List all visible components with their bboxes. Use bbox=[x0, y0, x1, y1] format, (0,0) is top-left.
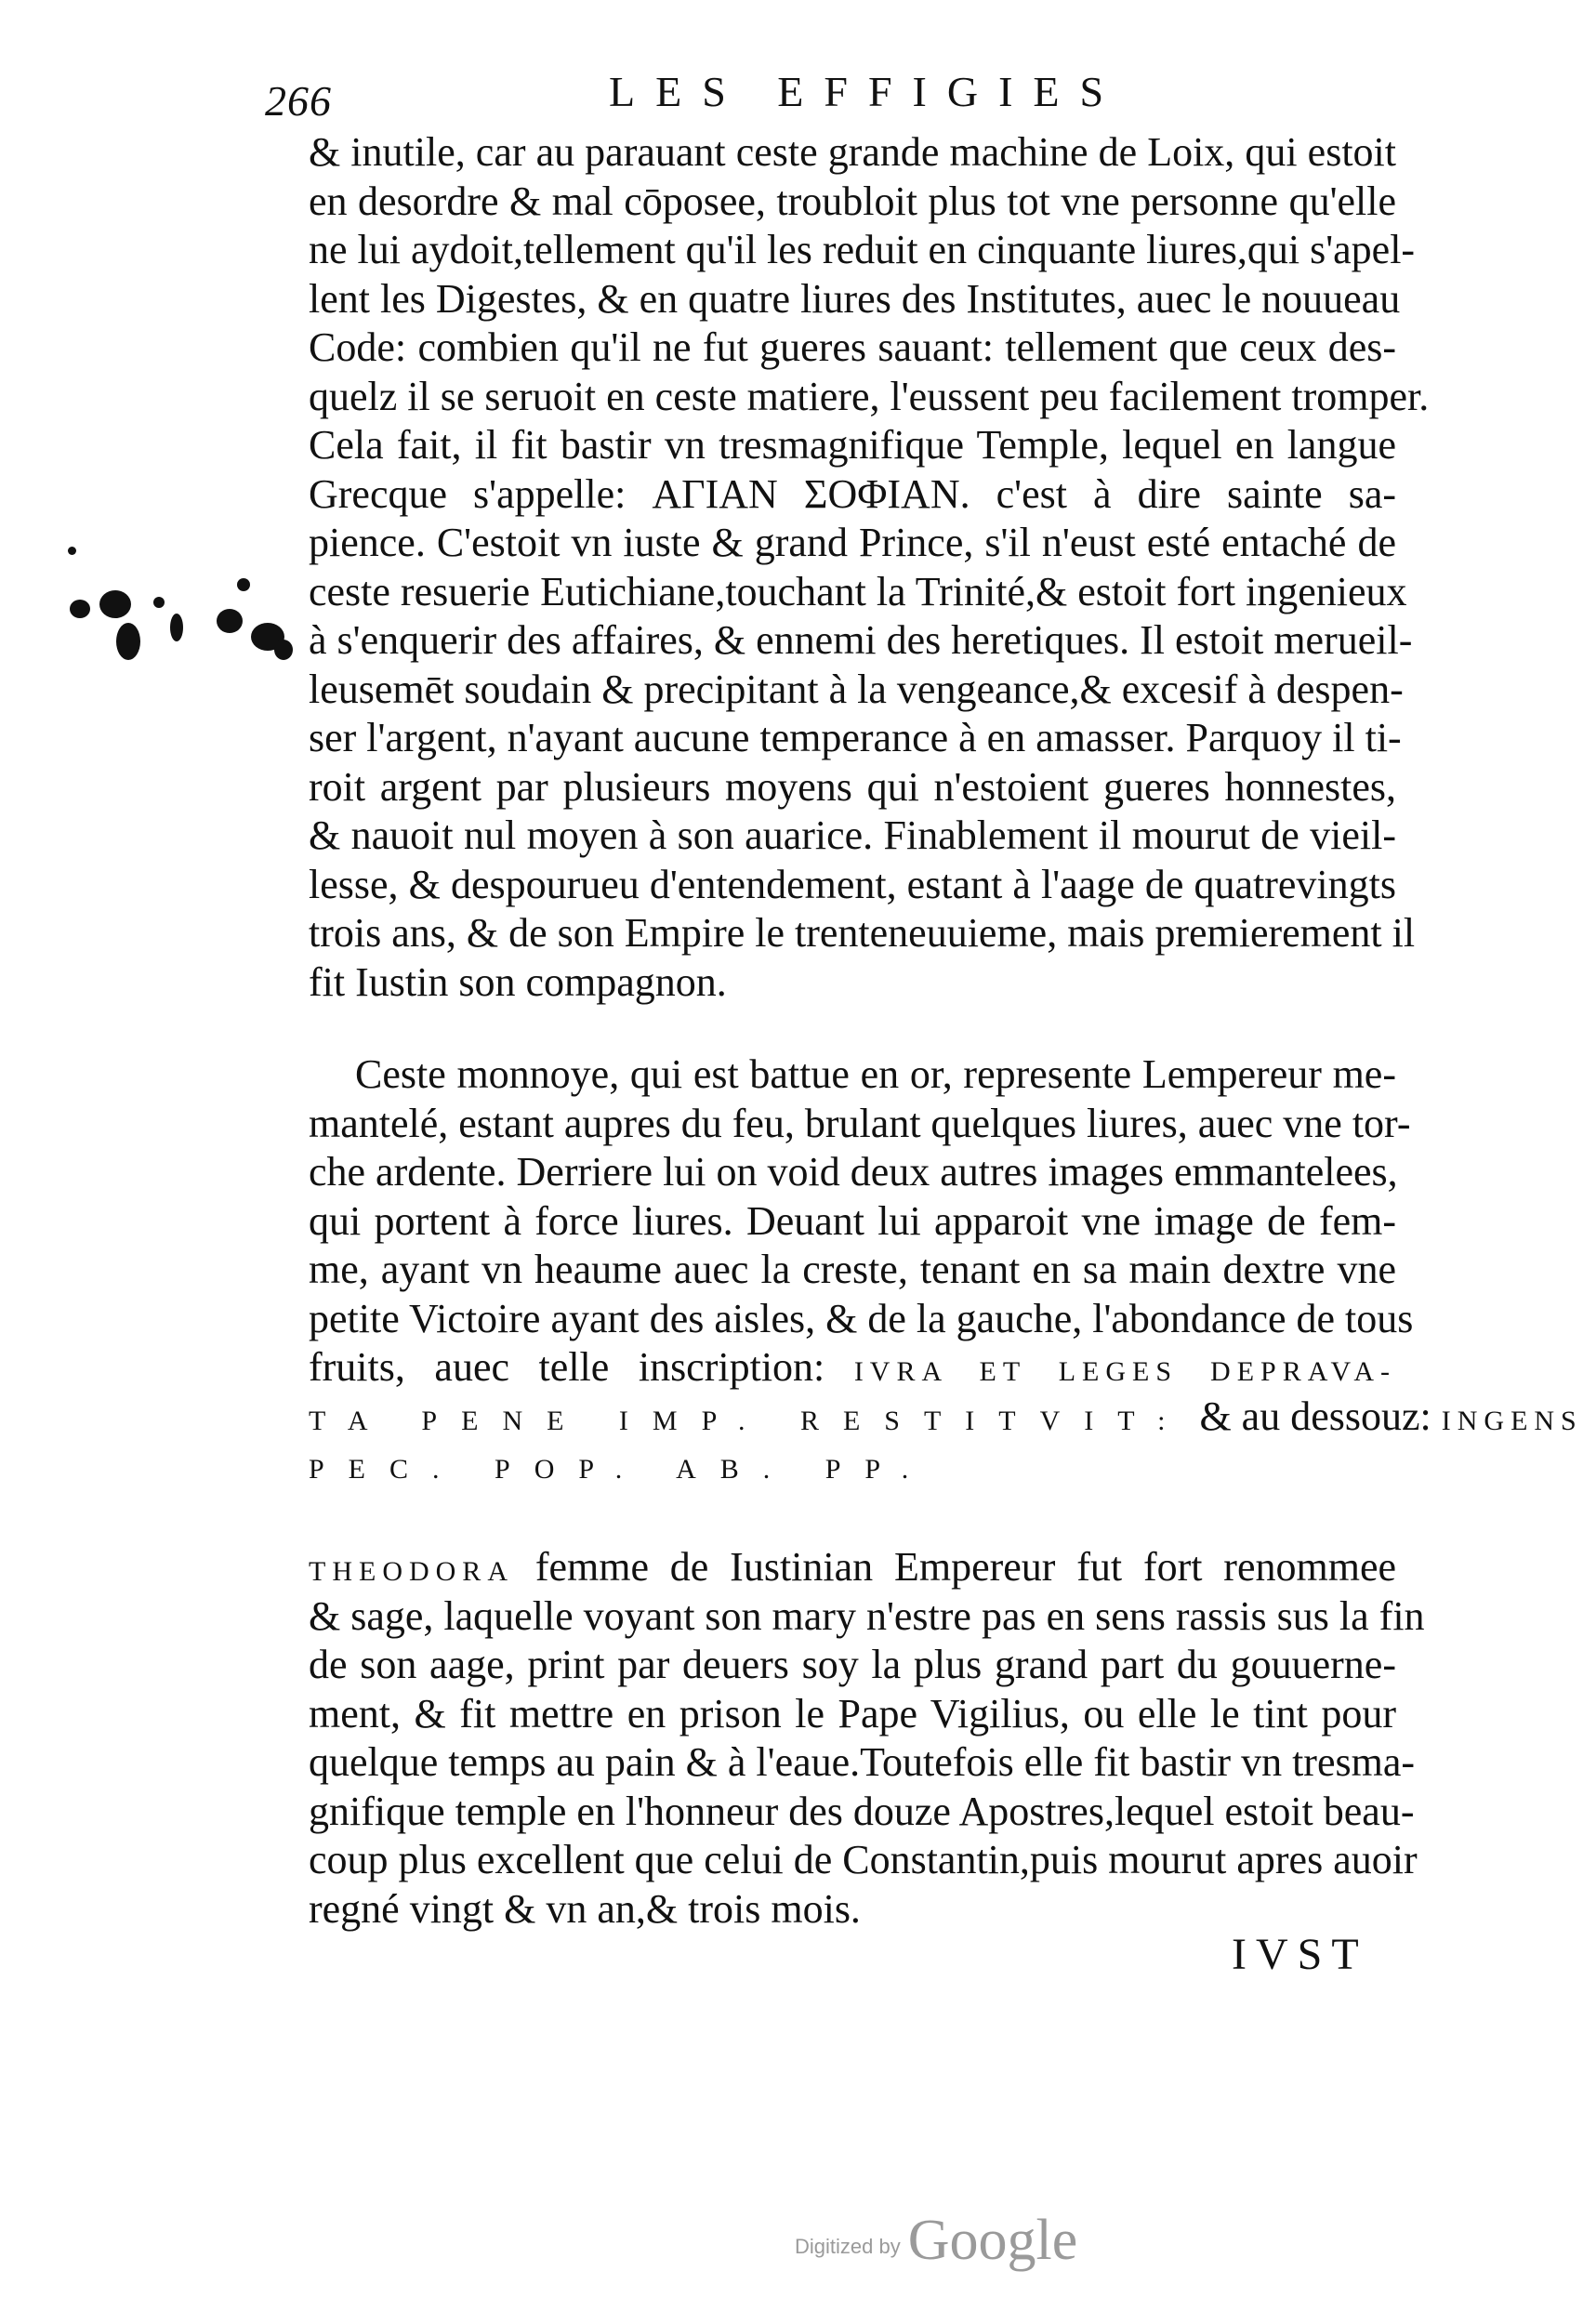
text-line: lent les Digestes, & en quatre liures des Institutes, auec le nouueau bbox=[309, 275, 1401, 322]
text-line: regné vingt & vn an,& trois mois. bbox=[309, 1885, 861, 1932]
text-line: à s'enquerir des affaires, & ennemi des heretiques. Il estoit merueil- bbox=[309, 617, 1413, 663]
text-line: & sage, laquelle voyant son mary n'estre pas en sens rassis sus la fin bbox=[309, 1592, 1425, 1639]
text-line: mantelé, estant aupres du feu, brulant quelques liures, auec vne tor- bbox=[309, 1100, 1411, 1146]
text-line: de son aage, print par deuers soy la plus grand part du gouuerne- bbox=[309, 1642, 1396, 1687]
text-line: ceste resuerie Eutichiane,touchant la Trinité,& estoit fort ingenieux bbox=[309, 568, 1407, 614]
watermark-prefix: Digitized by bbox=[795, 2235, 901, 2258]
text-line: en desordre & mal cōposee, troubloit plus tot vne personne qu'elle bbox=[309, 178, 1396, 224]
text-line: Grecque s'appelle: ΑΓΙΑΝ ΣΟΦΙΑΝ. c'est à dire sainte sa- bbox=[309, 470, 1396, 517]
inscription: PEC. POP. AB. PP. bbox=[309, 1454, 933, 1485]
text-line bbox=[309, 1343, 1396, 1393]
text-line bbox=[309, 1543, 1396, 1592]
paragraph-justinian bbox=[309, 128, 1430, 1007]
text-line: ment, & fit mettre en prison le Pape Vigilius, ou elle le tint pour bbox=[309, 1690, 1396, 1736]
text-line: petite Victoire ayant des aisles, & de la gauche, l'abondance de tous bbox=[309, 1295, 1414, 1341]
text-line: coup plus excellent que celui de Constantin,puis mourut apres auoir bbox=[309, 1837, 1418, 1882]
inscription: TA PENE IMP. RESTITVIT: bbox=[309, 1405, 1190, 1436]
text-line: Cela fait, il fit bastir vn tresmagnifique Temple, lequel en langue bbox=[309, 422, 1396, 468]
google-watermark bbox=[795, 2208, 1077, 2274]
text-line: quelque temps au pain & à l'eaue.Toutefois elle fit bastir vn tresma- bbox=[309, 1739, 1416, 1785]
google-logo: Google bbox=[907, 2209, 1078, 2272]
inscription: IVRA ET LEGES DEPRAVA- bbox=[853, 1356, 1396, 1387]
line-text: femme de Iustinian Empereur fut fort renommee bbox=[534, 1544, 1396, 1590]
text-line: ne lui aydoit,tellement qu'il les reduit en cinquante liures,qui s'apel- bbox=[309, 227, 1416, 272]
text-line: roit argent par plusieurs moyens qui n'estoient gueres honnestes, bbox=[309, 763, 1396, 810]
text-line: pience. C'estoit vn iuste & grand Prince, s'il n'eust esté entaché de bbox=[309, 520, 1396, 565]
paragraph-coin-description bbox=[309, 1050, 1583, 1490]
text-line: qui portent à force liures. Deuant lui apparoit vne image de fem- bbox=[309, 1197, 1396, 1244]
text-line: gnifique temple en l'honneur des douze Apostres,lequel estoit beau- bbox=[309, 1788, 1415, 1834]
line-text: fruits, auec telle inscription: bbox=[309, 1344, 825, 1390]
text-line bbox=[309, 1393, 1583, 1442]
lead-name: THEODORA bbox=[309, 1556, 514, 1587]
text-line: che ardente. Derriere lui on void deux autres images emmantelees, bbox=[309, 1149, 1398, 1195]
text-line: & nauoit nul moyen à son auarice. Finablement il mourut de vieil- bbox=[309, 812, 1396, 858]
text-line: lesse, & despourueu d'entendement, estant à l'aage de quatrevingts bbox=[309, 861, 1396, 907]
text-line: leusemēt soudain & precipitant à la vengeance,& excesif à despen- bbox=[309, 666, 1404, 712]
text-line: Ceste monnoye, qui est battue en or, represente Lempereur me- bbox=[355, 1051, 1396, 1097]
paragraph-theodora bbox=[309, 1543, 1425, 1934]
text-line: quelz il se seruoit en ceste matiere, l'eussent peu facilement tromper. bbox=[309, 373, 1430, 419]
text-line: ser l'argent, n'ayant aucune temperance à en amasser. Parquoy il ti- bbox=[309, 715, 1402, 760]
text-line: & inutile, car au parauant ceste grande machine de Loix, qui estoit bbox=[309, 129, 1396, 175]
text-line: fit Iustin son compagnon. bbox=[309, 958, 727, 1005]
line-text: & au dessouz: bbox=[1199, 1393, 1431, 1439]
page-number: 266 bbox=[265, 77, 332, 125]
catchword: IVST bbox=[1232, 1930, 1368, 1979]
inscription: INGENS bbox=[1441, 1405, 1583, 1436]
running-head: LES EFFIGIES bbox=[609, 68, 1125, 115]
text-line: Code: combien qu'il ne fut gueres sauant: tellement que ceux des- bbox=[309, 324, 1396, 370]
text-line bbox=[309, 1441, 1396, 1490]
text-line: me, ayant vn heaume auec la creste, tenant en sa main dextre vne bbox=[309, 1247, 1396, 1292]
text-line: trois ans, & de son Empire le trenteneuuieme, mais premierement il bbox=[309, 910, 1416, 956]
